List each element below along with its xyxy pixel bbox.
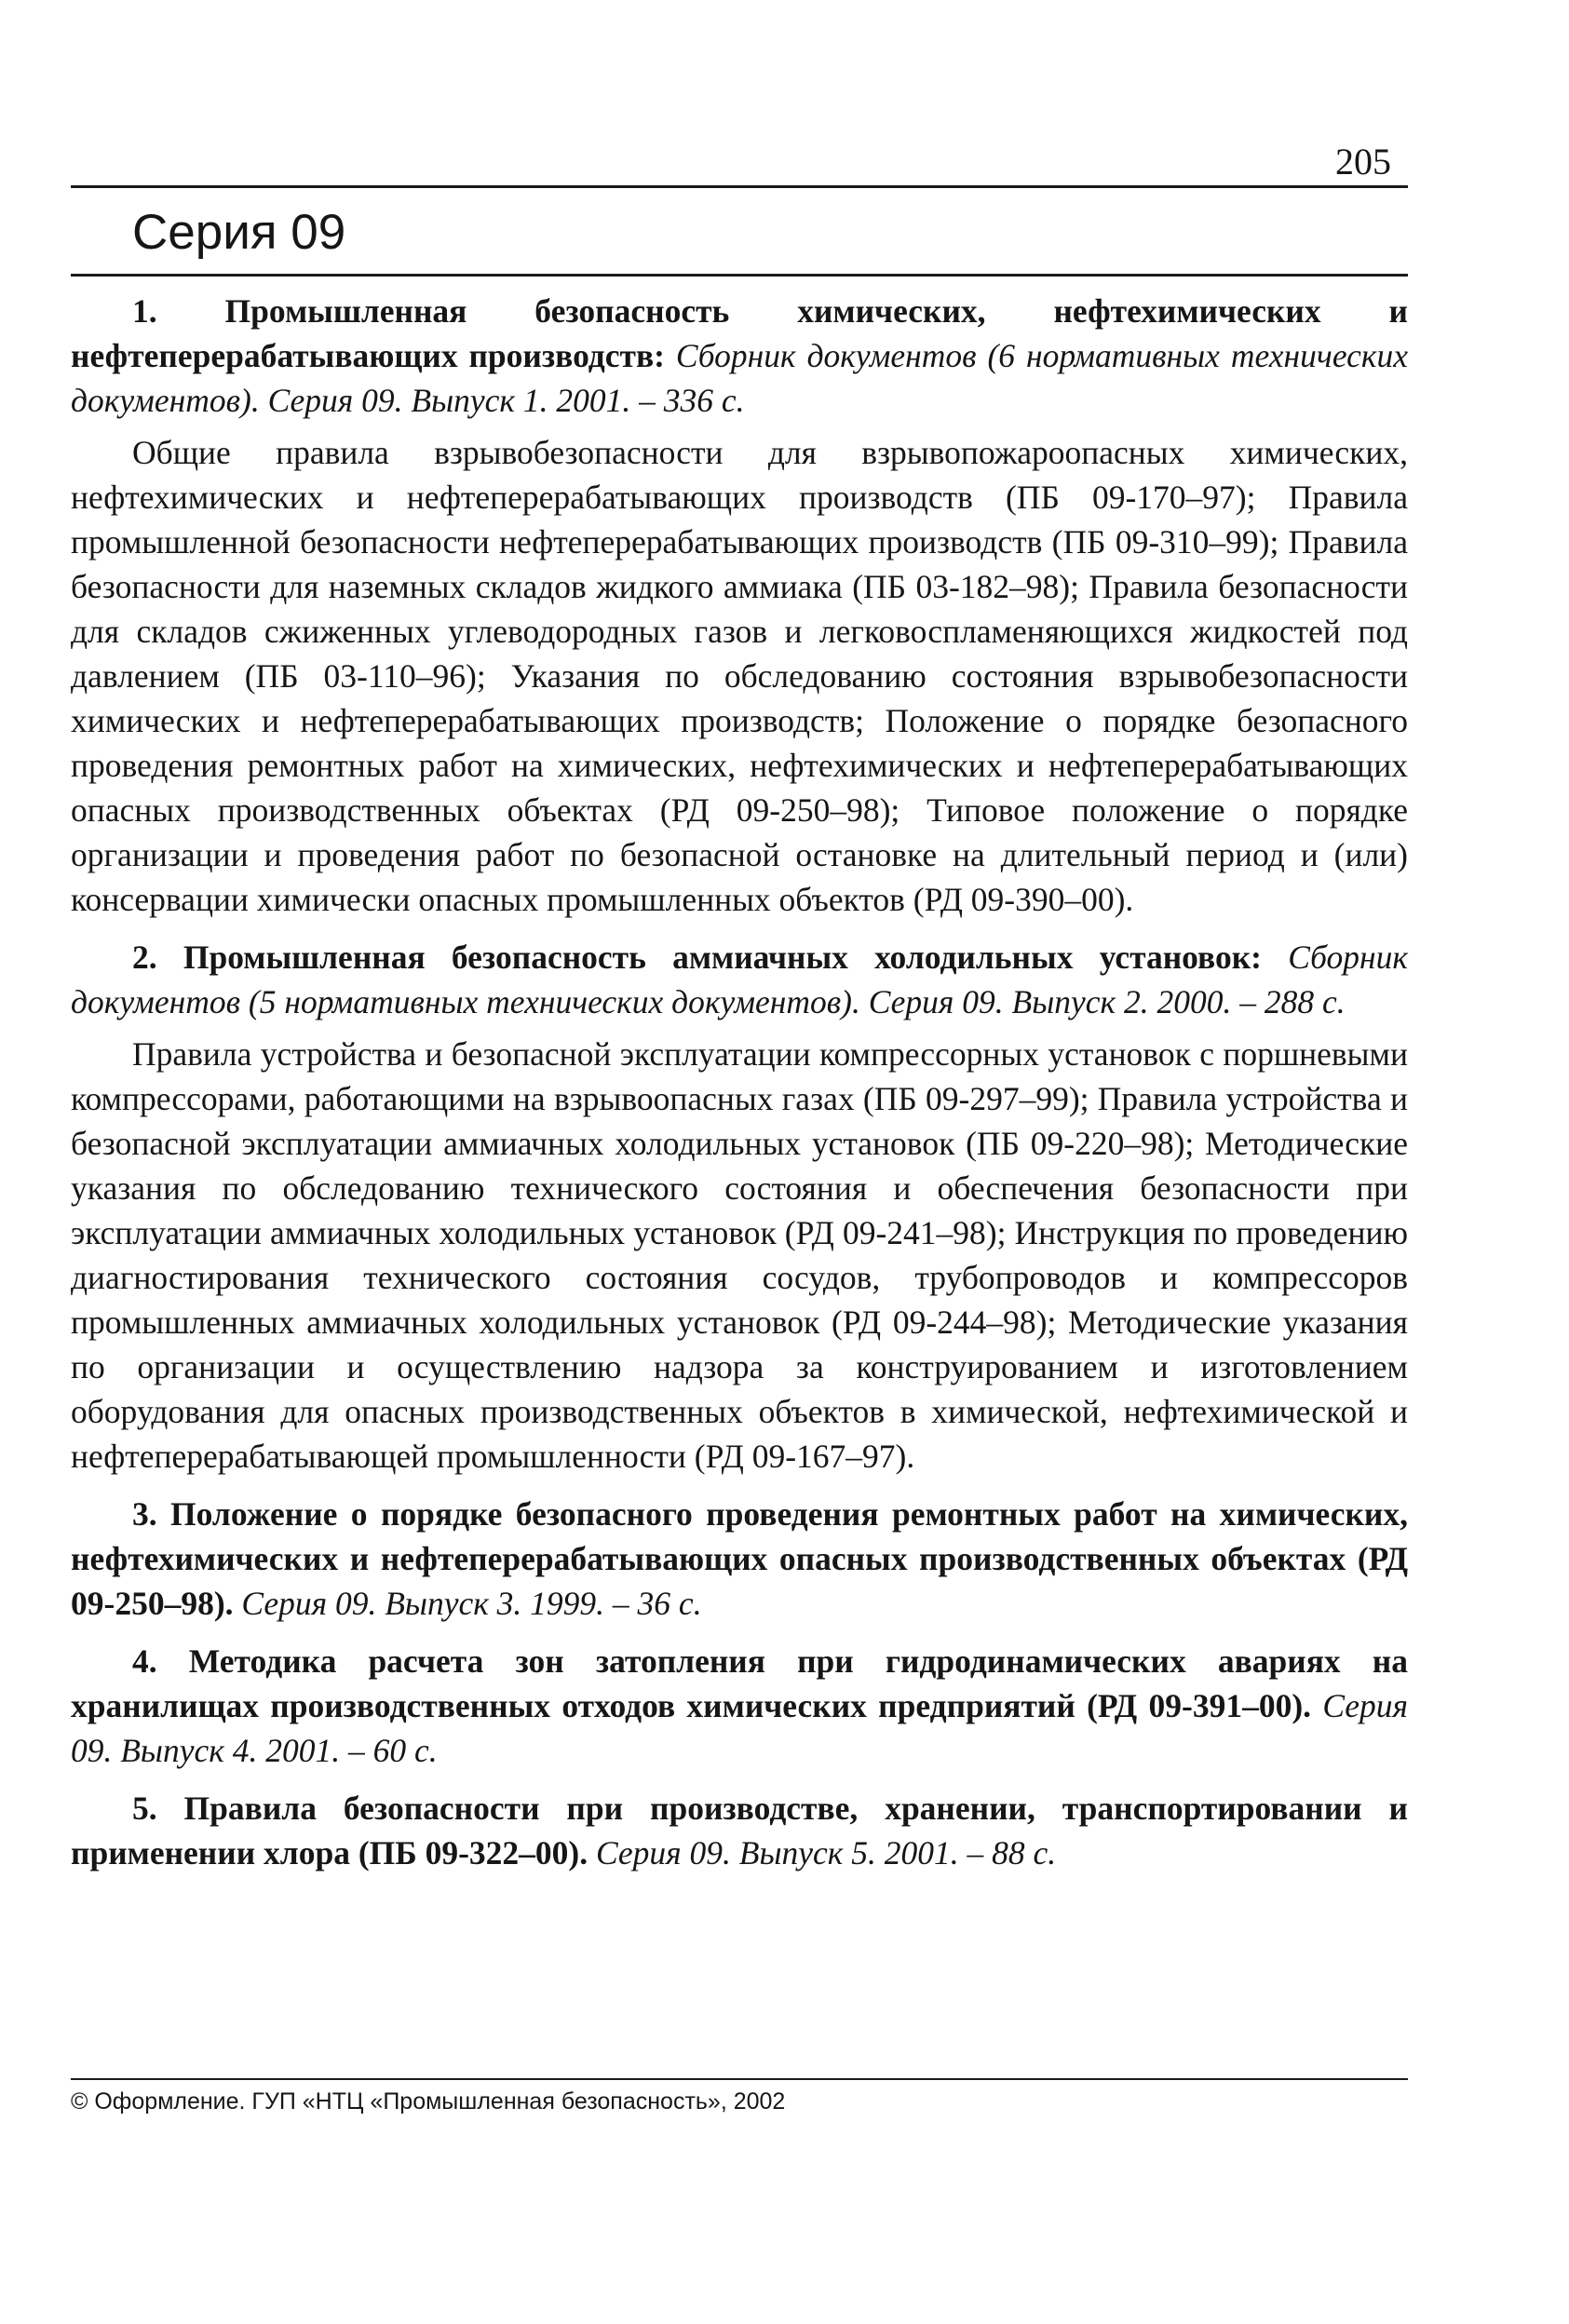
book-page	[71, 140, 1408, 2235]
entry-meta: Серия 09. Выпуск 3. 1999. – 36 с.	[241, 1585, 702, 1622]
entry-title: Промышленная безопасность аммиачных холодильных установок:	[183, 939, 1263, 976]
entry-description: Общие правила взрывобезопасности для взрывопожароопасных химических, нефтехимических и нефтеперерабатывающих производств (ПБ 09-170–97); Правила промышленной безопасности нефтеперерабатывающих производств (ПБ 09-310–99); Правила безопасности для наземных складов жидкого аммиака (ПБ 03-182–98); Правила безопасности для складов сжиженных углеводородных газов и легковоспламеняющихся жидкостей под давлением (ПБ 03-110–96); Указания по обследованию состояния взрывобезопасности химических и нефтеперерабатывающих производств; Положение о порядке безопасного проведения ремонтных работ на химических, нефтехимических и нефтеперерабатывающих опасных производственных объектах (РД 09-250–98); Типовое положение о порядке организации и проведения работ по безопасной остановке на длительный период и (или) консервации химически опасных промышленных объектов (РД 09-390–00).	[71, 434, 1408, 918]
copyright-footer: © Оформление. ГУП «НТЦ «Промышленная безопасность», 2002	[71, 2088, 786, 2115]
entry-number: 4.	[132, 1642, 157, 1680]
entry-heading	[71, 1786, 1408, 1875]
entries-list	[71, 289, 1408, 1888]
entry-heading	[71, 1492, 1408, 1626]
entry-number: 3.	[132, 1495, 157, 1533]
entry-5	[71, 1786, 1408, 1875]
page-number: 205	[1335, 141, 1391, 182]
entry-number: 1.	[132, 292, 157, 330]
entry-heading	[71, 935, 1408, 1024]
entry-meta: Серия 09. Выпуск 5. 2001. – 88 с.	[596, 1834, 1057, 1871]
entry-meta: Серия 09. Выпуск 4. 2001. – 60 с.	[71, 1687, 1408, 1769]
entry-heading	[71, 1639, 1408, 1773]
title-rule	[71, 274, 1408, 277]
entry-description: Правила устройства и безопасной эксплуатации компрессорных установок с поршневыми компрессорами, работающими на взрывоопасных газах (ПБ 09-297–99); Правила устройства и безопасной эксплуатации аммиачных холодильных установок (ПБ 09-220–98); Методические указания по обследованию технического состояния и обеспечения безопасности при эксплуатации аммиачных холодильных установок (РД 09-241–98); Инструкция по проведению диагностирования технического состояния сосудов, трубопроводов и компрессоров промышленных аммиачных холодильных установок (РД 09-244–98); Методические указания по организации и осуществлению надзора за конструированием и изготовлением оборудования для опасных производственных объектов в химической, нефтехимической и нефтеперерабатывающей промышленности (РД 09-167–97).	[71, 1035, 1408, 1475]
entry-number: 5.	[132, 1790, 157, 1827]
entry-2	[71, 935, 1408, 1479]
entry-heading	[71, 289, 1408, 423]
entry-title: Положение о порядке безопасного проведения ремонтных работ на химических, нефтехимических и нефтеперерабатывающих опасных производственных объектах (РД 09-250–98).	[71, 1495, 1408, 1622]
entry-title: Правила безопасности при производстве, хранении, транспортировании и применении хлора (ПБ 09-322–00).	[71, 1790, 1408, 1871]
entry-4	[71, 1639, 1408, 1773]
entry-title: Промышленная безопасность химических, нефтехимических и нефтеперерабатывающих производств:	[71, 292, 1408, 374]
header-rule	[71, 185, 1408, 188]
entry-title: Методика расчета зон затопления при гидродинамических авариях на хранилищах производственных отходов химических предприятий (РД 09-391–00).	[71, 1642, 1408, 1724]
entry-number: 2.	[132, 939, 157, 976]
series-title: Серия 09	[132, 205, 346, 260]
footer-rule	[71, 2078, 1408, 2080]
entry-3	[71, 1492, 1408, 1626]
entry-1	[71, 289, 1408, 922]
entry-meta: Сборник документов (5 нормативных технических документов). Серия 09. Выпуск 2. 2000. – 288 с.	[71, 939, 1409, 1020]
entry-meta: Сборник документов (6 нормативных технических документов). Серия 09. Выпуск 1. 2001. – 336 с.	[71, 337, 1408, 419]
